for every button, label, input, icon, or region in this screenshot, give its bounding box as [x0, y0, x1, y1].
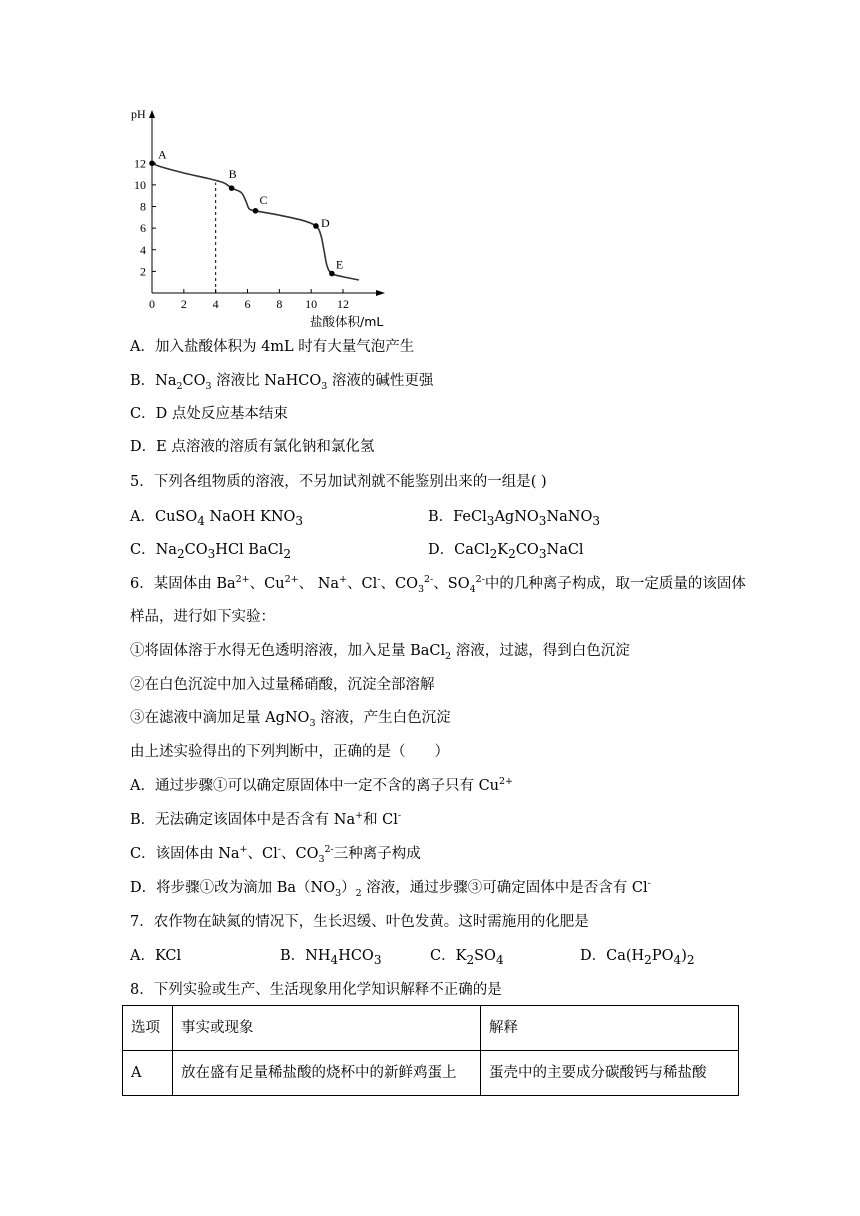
ph-titration-chart [120, 96, 400, 332]
point-d-marker [313, 223, 319, 229]
x-tick-label: 2 [180, 297, 187, 311]
y-tick-label: 10 [134, 177, 146, 192]
q6-step3: ③在滤液中滴加足量 AgNO$_3$ 溶液，产生白色沉淀 [130, 710, 451, 729]
q6-option-b: B．无法确定该固体中是否含有 Na+和 Cl- [130, 810, 402, 828]
x-tick-label: 6 [244, 297, 251, 311]
point-a-label: A [158, 147, 167, 162]
y-tick-label: 12 [134, 156, 146, 171]
y-axis-arrow [149, 110, 155, 118]
q6-stem-line1: 6．某固体由 $Ba^{2+}$、$Cu^{2+}$、 Na+、Cl-、$CO_3^{2-}$、$SO_4^{2-}$中的几种离子构成，取一定质量的该固体 [130, 574, 746, 595]
table-cell-option: A [123, 1051, 173, 1096]
q7-stem: 7．农作物在缺氮的情况下，生长迟缓、叶色发黄。这时需施用的化肥是 [130, 914, 589, 930]
point-b-marker [229, 185, 235, 191]
q6-option-a: A．通过步骤①可以确定原固体中一定不含的离子只有 $Cu^{2+}$ [130, 776, 514, 794]
point-b-label: B [228, 167, 237, 182]
table-header-fact: 事实或现象 [173, 1006, 481, 1051]
q6-step1: ①将固体溶于水得无色透明溶液，加入足量 BaCl$_2$ 溶液，过滤，得到白色沉淀 [130, 643, 630, 662]
q5-stem: 5．下列各组物质的溶液，不另加试剂就不能鉴别出来的一组是( ) [130, 474, 547, 490]
table-cell-explanation: 蛋壳中的主要成分碳酸钙与稀盐酸 [481, 1051, 739, 1096]
q7-option-c: C．$K_2SO_4$ [430, 948, 504, 967]
x-tick-label: 12 [337, 297, 349, 311]
q6-stem-line2: 样品，进行如下实验： [130, 609, 275, 625]
q7-option-a: A．KCl [130, 948, 182, 964]
x-axis-label: 盐酸体积/mL [310, 314, 384, 329]
q6-question: 由上述实验得出的下列判断中，正确的是（ ） [130, 744, 449, 760]
table-cell-fact: 放在盛有足量稀盐酸的烧杯中的新鲜鸡蛋上 [173, 1051, 481, 1096]
x-axis-arrow [376, 290, 385, 296]
y-tick-label: 6 [140, 221, 146, 236]
x-tick-label: 0 [149, 297, 155, 311]
x-tick-label: 4 [212, 297, 219, 311]
table-header-explanation: 解释 [481, 1006, 739, 1051]
y-axis-label: pH [131, 107, 146, 121]
q8-stem: 8．下列实验或生产、生活现象用化学知识解释不正确的是 [130, 982, 502, 998]
q4-option-a: A．加入盐酸体积为 4mL 时有大量气泡产生 [130, 339, 415, 355]
point-d-label: D [320, 215, 330, 230]
x-tick-label: 8 [276, 297, 283, 311]
table-row [123, 1051, 739, 1096]
q6-option-d: D．将步骤①改为滴加 $Ba(NO_3)_2$ 溶液，通过步骤③可确定固体中是否含有 Cl- [130, 878, 651, 899]
q4-option-d: D．E 点溶液的溶质有氯化钠和氯化氢 [130, 439, 375, 455]
y-tick-label: 4 [140, 242, 146, 257]
q8-table [122, 1005, 739, 1096]
x-tick-label: 10 [305, 297, 318, 311]
chart-ticks [134, 156, 349, 311]
q4-option-c: C．D 点处反应基本结束 [130, 406, 288, 422]
point-a-marker [149, 160, 155, 166]
point-c-marker [253, 208, 259, 214]
q4-option-b: B．$Na_2CO_3$ 溶液比 NaHCO$_3$ 溶液的碱性更强 [130, 373, 434, 392]
y-tick-label: 8 [140, 199, 146, 214]
y-tick-label: 2 [140, 264, 146, 279]
q5-option-b: B．FeCl$_3$AgNO$_3$NaNO$_3$ [428, 509, 601, 528]
q6-step2: ②在白色沉淀中加入过量稀硝酸，沉淀全部溶解 [130, 677, 435, 693]
table-header-option: 选项 [123, 1006, 173, 1051]
point-e-marker [329, 271, 335, 277]
q7-option-d: D．$Ca(H_2PO_4)_2$ [580, 948, 695, 967]
q6-option-c: C．该固体由 Na+、Cl-、$CO_3^{2-}$三种离子构成 [130, 844, 421, 865]
q5-option-d: D．$CaCl_2K_2CO_3NaCl$ [428, 542, 584, 561]
point-c-label: C [259, 192, 268, 207]
chart-points [149, 147, 343, 276]
q7-option-b: B．$NH_4HCO_3$ [280, 948, 382, 967]
table-header-row [123, 1006, 739, 1051]
q5-option-a: A．CuSO$_4$ NaOH $KNO_3$ [130, 509, 304, 528]
q5-option-c: C．$Na_2CO_3HCl$ BaCl$_2$ [130, 542, 292, 561]
point-e-label: E [335, 257, 344, 272]
